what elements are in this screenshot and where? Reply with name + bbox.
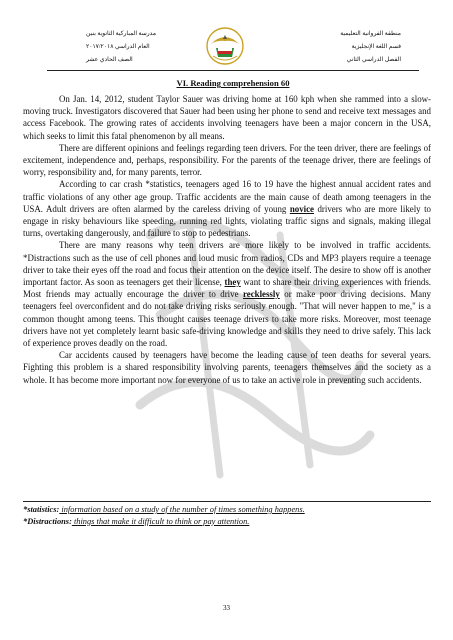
section-title: VI. Reading comprehension 60 bbox=[176, 78, 290, 88]
paragraph-2: There are different opinions and feelings regarding teen drivers. For the teen driver, there are feelings of excitement, independence and, perhaps, responsibility. For the parents of the teenage driver, there are feelings of worry, responsibility and, for many parents, terror. bbox=[23, 142, 431, 178]
district-name: منطقة الفروانية التعليمية bbox=[340, 31, 401, 37]
notes-divider bbox=[23, 501, 431, 502]
note-term-statistics: *statistics: bbox=[23, 505, 60, 514]
paragraph-3-text-c: drivers who are more likely to engage in risky behaviours like speeding, running red lights, violating traffic signs and signals, making illegal turns, overtaking dangerously, and failure to stop to pedestrians. bbox=[23, 203, 431, 239]
paragraph-3 bbox=[23, 178, 431, 239]
paragraph-4-text-a: There are many reasons why teen drivers are more likely to be involved in traffic accidents. *Distractions such as the use of cell phones and loud music from radios, CDs and MP3 players require a teenage driver to take their eyes off the road and focus their attention on the device itself. The desire to show off is another important factor. As soon as teenagers get their license, bbox=[23, 240, 431, 288]
paragraph-4-text-c: want to share their driving experiences with friends. Most friends may actually encourage the driver to drive bbox=[23, 277, 431, 300]
note-statistics bbox=[23, 504, 431, 516]
academic-year: العام الدراسي ٢٠١٧/٢٠١٨ bbox=[86, 44, 150, 50]
note-def-statistics: information based on a study of the number of times something happens. bbox=[59, 505, 305, 514]
school-name: مدرسة المباركية الثانوية بنين bbox=[86, 31, 157, 37]
underlined-word-they: they bbox=[224, 277, 241, 288]
reading-passage bbox=[23, 93, 431, 386]
note-distractions bbox=[23, 516, 431, 528]
department-name: قسم اللغة الإنجليزية bbox=[351, 44, 401, 50]
paragraph-4-text-e: or make poor driving decisions. Many teenagers feel overconfident and do not take driving risks seriously enough. "That will never happen to me," is a common thought among teens. This thought causes teenage drivers to take more risks. Moreover, most teenage drivers have not yet completely learnt basic safe-driving knowledge and skills they need to drive safely. This lack of experience proves deadly on the road. bbox=[23, 289, 431, 349]
glossary-notes bbox=[23, 504, 431, 527]
kuwait-emblem-icon bbox=[205, 26, 245, 66]
grade-label: الصف الحادي عشر bbox=[86, 57, 133, 63]
paragraph-4 bbox=[23, 239, 431, 349]
page-number: 33 bbox=[223, 604, 230, 612]
paragraph-3-text-a: According to car crash *statistics, teenagers aged 16 to 19 have the highest annual accident rates and traffic violations of any other age group. Traffic accidents are the main cause of death among teenagers in the USA. Adult drivers are often alarmed by the careless driving of young bbox=[23, 179, 431, 214]
header-divider bbox=[47, 70, 419, 71]
underlined-word-novice: novice bbox=[289, 203, 314, 214]
note-def-distractions: things that make it difficult to think or pay attention. bbox=[71, 516, 250, 526]
paragraph-1: On Jan. 14, 2012, student Taylor Sauer was driving home at 160 kph when she rammed into a slow-moving truck. Investigators discovered that Sauer had been using her phone to send and receive text messages and access Facebook. The growing rates of accidents involving teenagers have been a major concern in the USA, which seeks to limit this fatal phenomenon by all means. bbox=[23, 94, 431, 141]
underlined-word-recklessly: recklessly bbox=[242, 289, 280, 300]
note-term-distractions: *Distractions: bbox=[23, 516, 72, 526]
paragraph-5: Car accidents caused by teenagers have become the leading cause of teen deaths for several years. Fighting this problem is a shared responsibility involving parents, teenagers themselves and the society as a whole. It has become more important now for everyone of us to take an active role in preventing such accidents. bbox=[23, 350, 431, 385]
semester-label: الفصل الدراسي الثاني bbox=[346, 57, 401, 63]
